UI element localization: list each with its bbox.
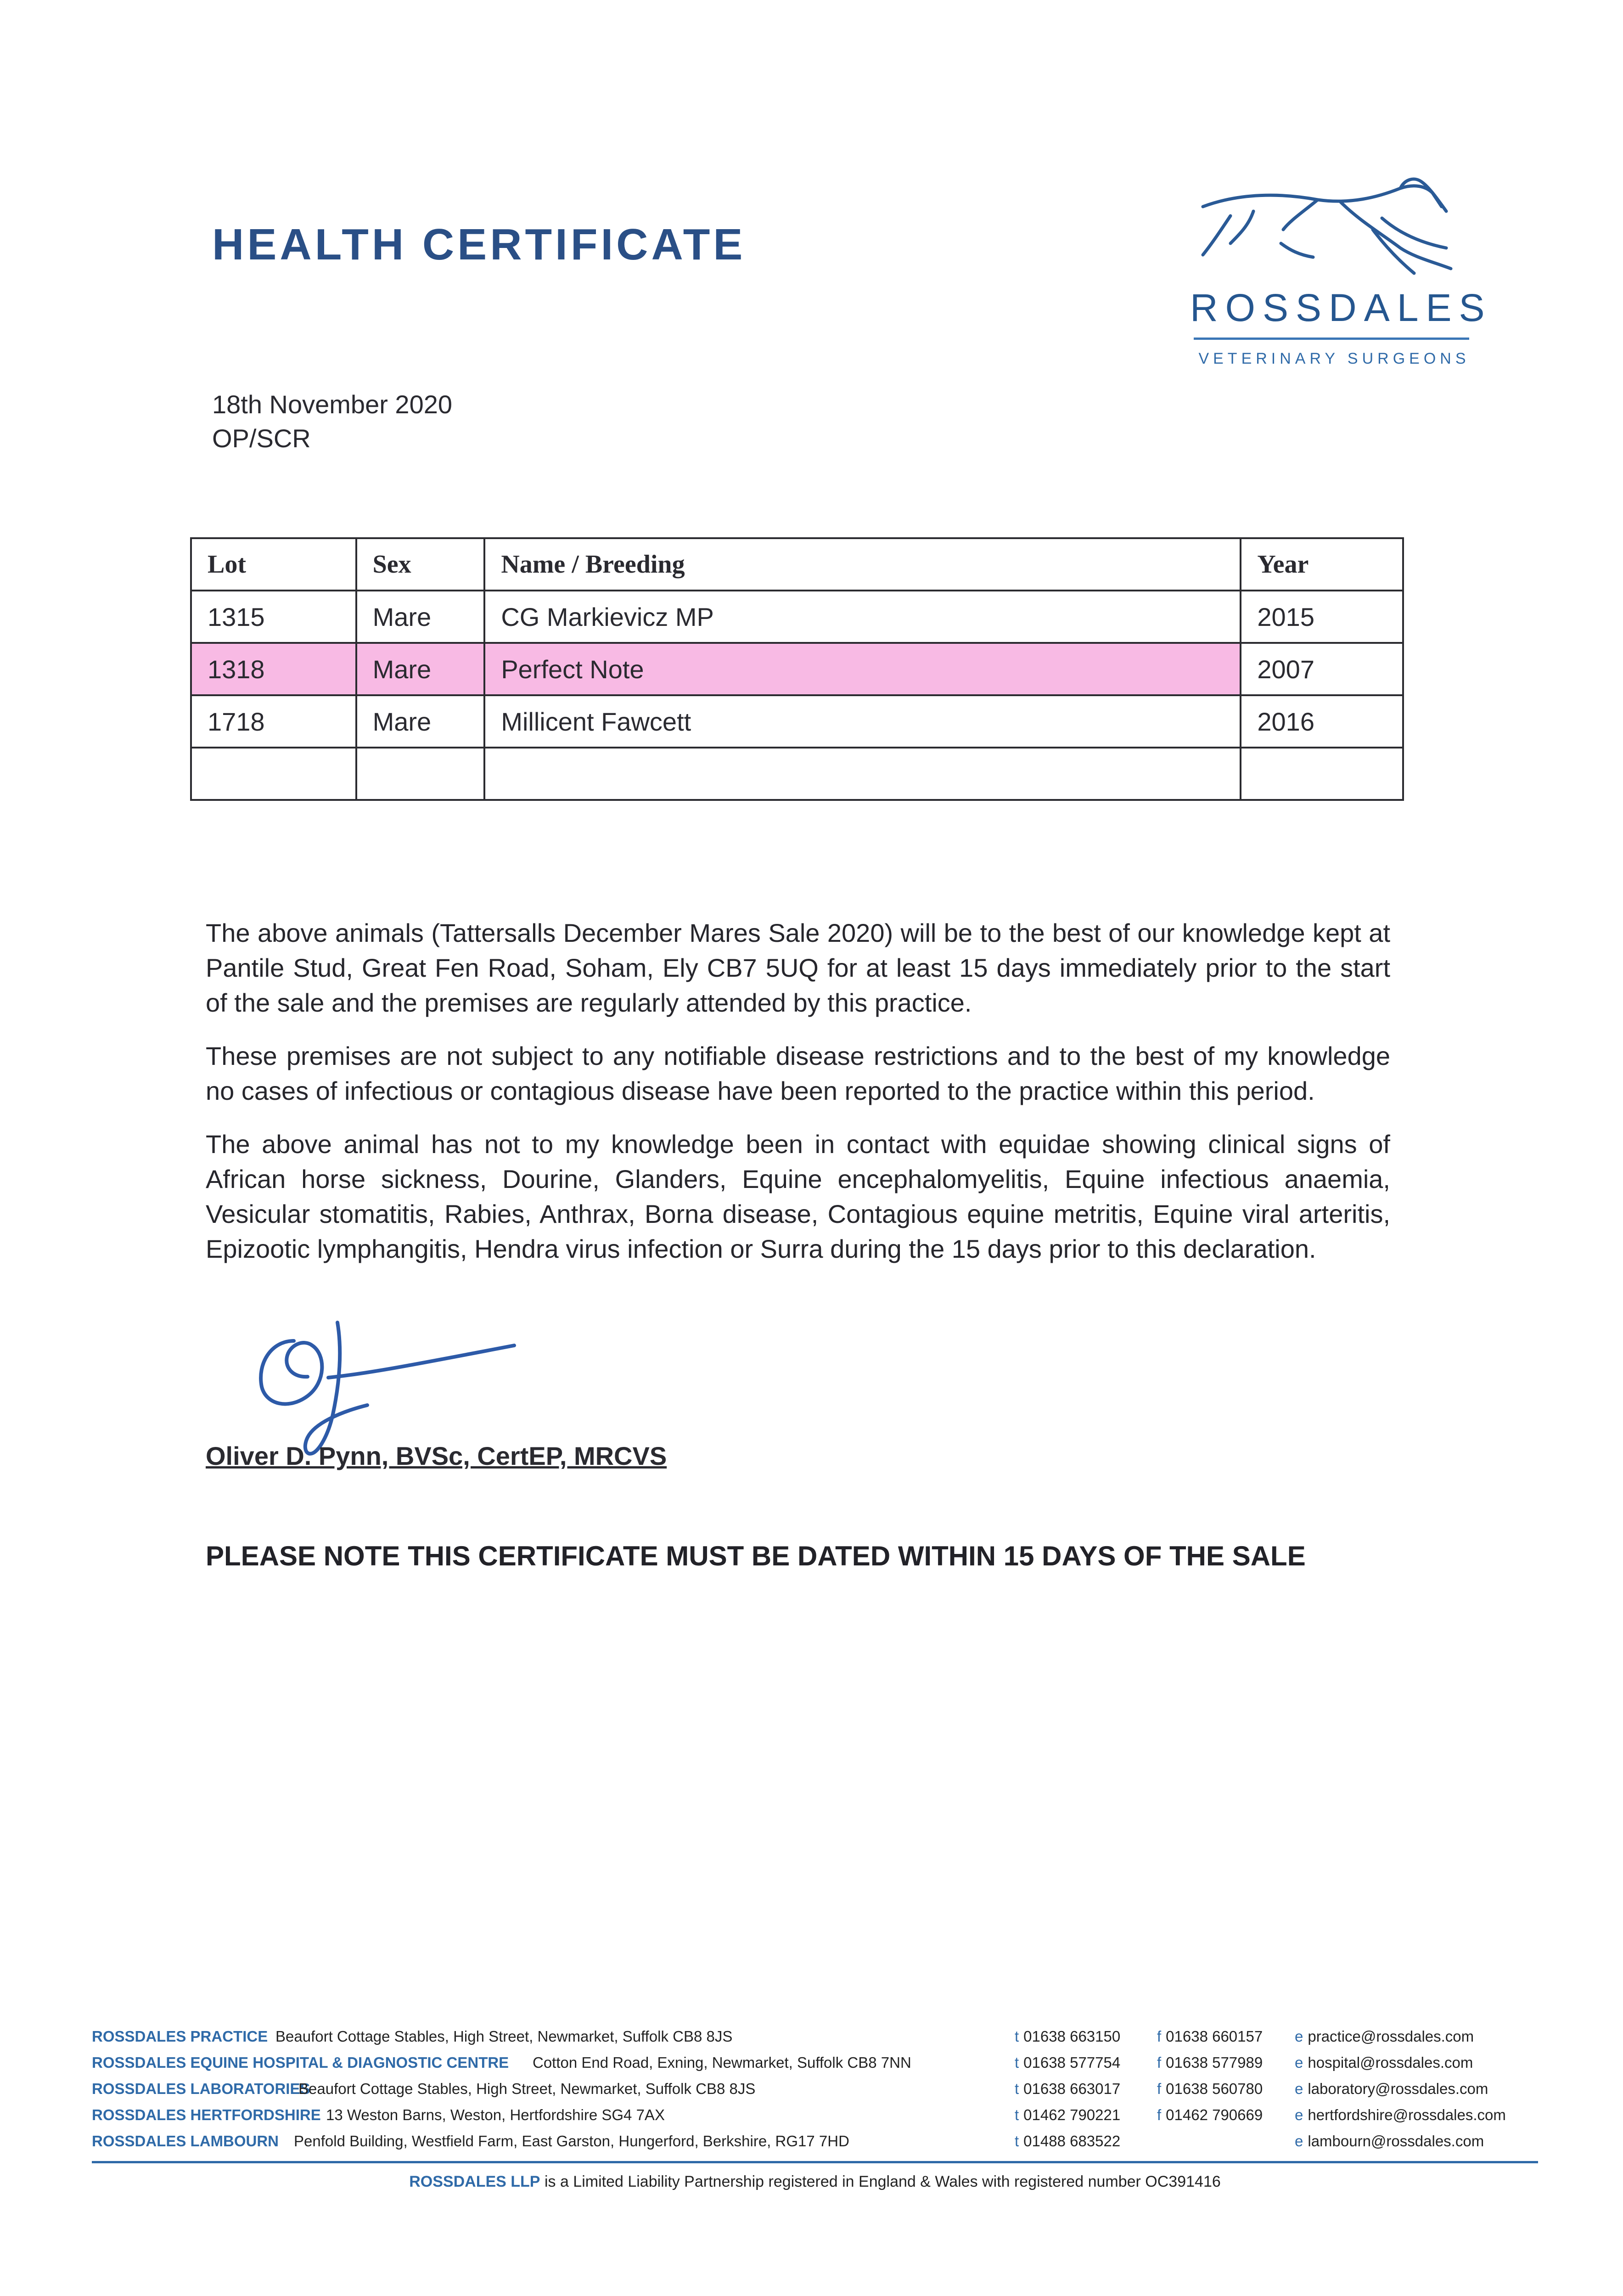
declaration-paragraph-3: The above animal has not to my knowledge been in contact with equidae showing clinical signs of African horse sickness, Dourine, Glanders, Equine encephalomyelitis, Equine infectious anaemia, Vesicular stomatitis, Rabies, Anthrax, Borna disease, Contagious equine metritis, Equine viral arteritis, Epizootic lymphangitis, Hendra virus infection or Surra during the 15 days prior to this declaration. xyxy=(206,1130,1390,1263)
declaration-paragraph-1: The above animals (Tattersalls December Mares Sale 2020) will be to the best of our knowledge kept at Pantile Stud, Great Fen Road, Soham, Ely CB7 5UQ for at least 15 days immediately prior to the start of the sale and the premises are regularly attended by this practice. xyxy=(206,918,1390,1017)
certificate-date: 18th November 2020 xyxy=(212,390,453,419)
llp-registration xyxy=(92,2173,1538,2191)
horse-icon xyxy=(1185,174,1478,294)
column-header-name-breeding: Name / Breeding xyxy=(484,538,1241,591)
year-cell: 2007 xyxy=(1241,643,1403,695)
office-name: ROSSDALES PRACTICE xyxy=(92,2028,268,2045)
office-name: ROSSDALES EQUINE HOSPITAL & DIAGNOSTIC CENTRE xyxy=(92,2054,509,2071)
llp-registration-text: is a Limited Liability Partnership registered in England & Wales with registered number OC391416 xyxy=(544,2173,1221,2190)
office-email: e practice@rossdales.com xyxy=(1295,2028,1474,2045)
column-header-sex: Sex xyxy=(356,538,485,591)
office-address: 13 Weston Barns, Weston, Hertfordshire SG4 7AX xyxy=(326,2106,665,2123)
lots-table xyxy=(190,537,1404,801)
name-cell xyxy=(484,748,1241,800)
logo-wordmark: ROSSDALES xyxy=(1190,286,1492,329)
footer-office-row xyxy=(92,2028,1538,2054)
footer-office-row xyxy=(92,2080,1538,2106)
office-address: Beaufort Cottage Stables, High Street, Newmarket, Suffolk CB8 8JS xyxy=(275,2028,733,2045)
year-cell: 2015 xyxy=(1241,591,1403,643)
name-cell: CG Markievicz MP xyxy=(484,591,1241,643)
lot-cell: 1318 xyxy=(191,643,356,695)
footer-office-row xyxy=(92,2106,1538,2133)
column-header-lot: Lot xyxy=(191,538,356,591)
office-fax: f 01638 577989 xyxy=(1157,2054,1263,2071)
office-email: e hospital@rossdales.com xyxy=(1295,2054,1473,2071)
office-telephone: t 01638 663017 xyxy=(1015,2080,1121,2097)
office-address: Beaufort Cottage Stables, High Street, Newmarket, Suffolk CB8 8JS xyxy=(298,2080,756,2097)
office-email: e laboratory@rossdales.com xyxy=(1295,2080,1488,2097)
year-cell: 2016 xyxy=(1241,695,1403,748)
sex-cell: Mare xyxy=(356,643,485,695)
name-cell: Perfect Note xyxy=(484,643,1241,695)
office-telephone: t 01462 790221 xyxy=(1015,2106,1121,2123)
document-title: HEALTH CERTIFICATE xyxy=(212,220,746,269)
table-row-empty xyxy=(191,748,1403,800)
logo-divider xyxy=(1194,338,1469,340)
office-email: e hertfordshire@rossdales.com xyxy=(1295,2106,1506,2123)
office-fax: f 01638 560780 xyxy=(1157,2080,1263,2097)
column-header-year: Year xyxy=(1241,538,1403,591)
office-telephone: t 01638 577754 xyxy=(1015,2054,1121,2071)
table-header-row xyxy=(191,538,1403,591)
office-address: Penfold Building, Westfield Farm, East Garston, Hungerford, Berkshire, RG17 7HD xyxy=(294,2133,849,2150)
table-row xyxy=(191,695,1403,748)
sex-cell: Mare xyxy=(356,695,485,748)
footer-office-row xyxy=(92,2054,1538,2080)
office-name: ROSSDALES LABORATORIES xyxy=(92,2080,310,2097)
footer-office-row xyxy=(92,2133,1538,2159)
name-cell: Millicent Fawcett xyxy=(484,695,1241,748)
office-fax: f 01638 660157 xyxy=(1157,2028,1263,2045)
signatory-name: Oliver D. Pynn, BVSc, CertEP, MRCVS xyxy=(206,1441,667,1470)
declaration-paragraph-2: These premises are not subject to any notifiable disease restrictions and to the best of my knowledge no cases of infectious or contagious disease have been reported to the practice within this period. xyxy=(206,1041,1390,1105)
table-row-highlighted xyxy=(191,643,1403,695)
lot-cell xyxy=(191,748,356,800)
sex-cell xyxy=(356,748,485,800)
office-address: Cotton End Road, Exning, Newmarket, Suffolk CB8 7NN xyxy=(533,2054,911,2071)
llp-name: ROSSDALES LLP xyxy=(409,2173,540,2190)
logo-subtitle: VETERINARY SURGEONS xyxy=(1198,350,1470,367)
certificate-reference: OP/SCR xyxy=(212,424,311,453)
office-fax: f 01462 790669 xyxy=(1157,2106,1263,2123)
sex-cell: Mare xyxy=(356,591,485,643)
office-email: e lambourn@rossdales.com xyxy=(1295,2133,1484,2150)
table-row xyxy=(191,591,1403,643)
footer-divider xyxy=(92,2161,1538,2163)
lot-cell: 1315 xyxy=(191,591,356,643)
dating-notice: PLEASE NOTE THIS CERTIFICATE MUST BE DATED WITHIN 15 DAYS OF THE SALE xyxy=(206,1541,1306,1571)
year-cell xyxy=(1241,748,1403,800)
office-telephone: t 01638 663150 xyxy=(1015,2028,1121,2045)
office-name: ROSSDALES LAMBOURN xyxy=(92,2133,279,2150)
office-telephone: t 01488 683522 xyxy=(1015,2133,1121,2150)
office-name: ROSSDALES HERTFORDSHIRE xyxy=(92,2106,321,2123)
footer-offices xyxy=(92,2028,1538,2159)
rossdales-horse-logo xyxy=(1185,174,1492,377)
lot-cell: 1718 xyxy=(191,695,356,748)
